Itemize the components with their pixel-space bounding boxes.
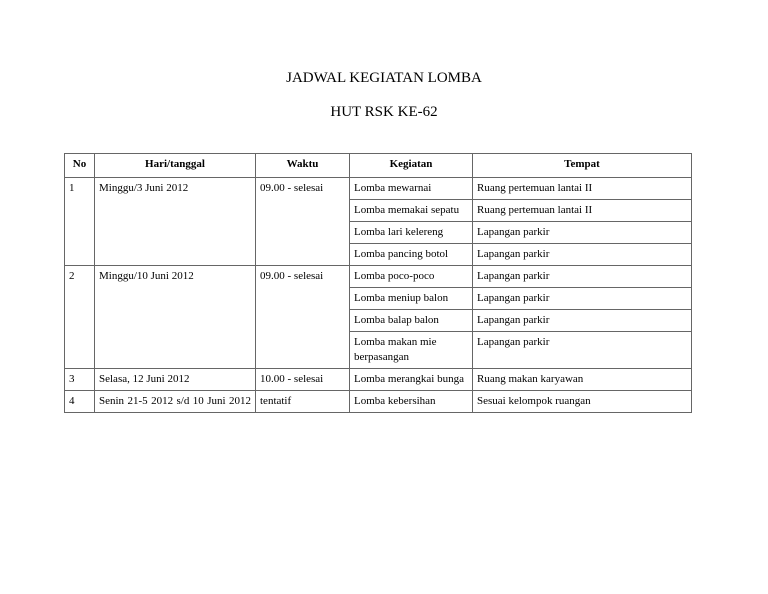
cell-date: Minggu/10 Juni 2012 xyxy=(95,266,256,369)
cell-date: Senin 21-5 2012 s/d 10 Juni 2012 xyxy=(95,391,256,413)
table-row xyxy=(65,178,692,200)
header-time: Waktu xyxy=(256,154,350,178)
cell-no: 2 xyxy=(65,266,95,369)
header-date: Hari/tanggal xyxy=(95,154,256,178)
document-subtitle: HUT RSK KE-62 xyxy=(330,104,438,120)
cell-no: 3 xyxy=(65,369,95,391)
table-header-row xyxy=(65,154,692,178)
cell-activity: Lomba balap balon xyxy=(350,310,473,332)
cell-date: Minggu/3 Juni 2012 xyxy=(95,178,256,266)
cell-activity: Lomba memakai sepatu xyxy=(350,200,473,222)
cell-place: Ruang pertemuan lantai II xyxy=(473,178,692,200)
cell-time: 09.00 - selesai xyxy=(256,178,350,266)
cell-place: Lapangan parkir xyxy=(473,244,692,266)
cell-time: 10.00 - selesai xyxy=(256,369,350,391)
cell-place: Lapangan parkir xyxy=(473,266,692,288)
cell-activity: Lomba poco-poco xyxy=(350,266,473,288)
cell-place: Ruang makan karyawan xyxy=(473,369,692,391)
cell-activity: Lomba pancing botol xyxy=(350,244,473,266)
cell-activity: Lomba lari kelereng xyxy=(350,222,473,244)
cell-place: Ruang pertemuan lantai II xyxy=(473,200,692,222)
cell-activity: Lomba meniup balon xyxy=(350,288,473,310)
header-no: No xyxy=(65,154,95,178)
table-row xyxy=(65,369,692,391)
cell-no: 1 xyxy=(65,178,95,266)
cell-activity: Lomba merangkai bunga xyxy=(350,369,473,391)
header-place: Tempat xyxy=(473,154,692,178)
cell-date: Selasa, 12 Juni 2012 xyxy=(95,369,256,391)
cell-place: Lapangan parkir xyxy=(473,288,692,310)
header-activity: Kegiatan xyxy=(350,154,473,178)
cell-time: 09.00 - selesai xyxy=(256,266,350,369)
cell-activity: Lomba mewarnai xyxy=(350,178,473,200)
cell-activity: Lomba kebersihan xyxy=(350,391,473,413)
table-row xyxy=(65,266,692,288)
cell-place: Lapangan parkir xyxy=(473,222,692,244)
cell-no: 4 xyxy=(65,391,95,413)
cell-activity: Lomba makan mie berpasangan xyxy=(350,332,473,369)
schedule-table xyxy=(64,153,692,413)
cell-time: tentatif xyxy=(256,391,350,413)
cell-place: Lapangan parkir xyxy=(473,310,692,332)
cell-place: Sesuai kelompok ruangan xyxy=(473,391,692,413)
cell-place: Lapangan parkir xyxy=(473,332,692,369)
document-title: JADWAL KEGIATAN LOMBA xyxy=(286,70,482,86)
table-row xyxy=(65,391,692,413)
